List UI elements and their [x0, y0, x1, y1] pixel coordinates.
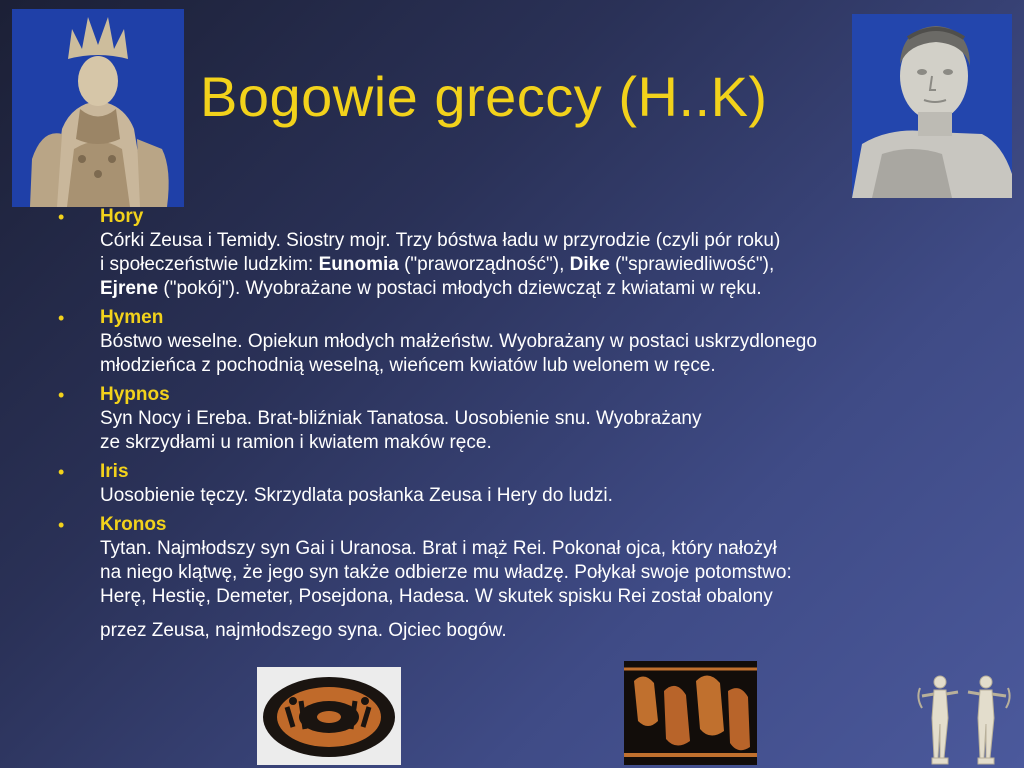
item-line [100, 277, 1008, 301]
item-line: Uosobienie tęczy. Skrzydlata posłanka Zeusa i Hery do ludzi. [100, 485, 613, 506]
list-item-iris [58, 460, 1008, 508]
bold-term-eunomia: Eunomia [318, 254, 399, 275]
slide-title: Bogowie greccy (H..K) [200, 65, 768, 128]
archer-figurines-image [912, 668, 1016, 766]
item-heading: Hypnos [100, 384, 170, 405]
item-line: Córki Zeusa i Temidy. Siostry mojr. Trzy bóstwa ładu w przyrodzie (czyli pór roku) [100, 230, 781, 251]
item-line [100, 253, 1008, 277]
item-line: Bóstwo weselne. Opiekun młodych małżeństw. Wyobrażany w postaci uskrzydlonego [100, 331, 817, 352]
bold-term-dike: Dike [569, 254, 610, 275]
text-span: i społeczeństwie ludzkim: [100, 254, 319, 275]
red-figure-vase-image [624, 661, 757, 765]
item-heading: Iris [100, 461, 129, 482]
item-line: Tytan. Najmłodszy syn Gai i Uranosa. Brat i mąż Rei. Pokonał ojca, który nałożył [100, 538, 777, 559]
list-item-hypnos [58, 383, 1008, 455]
item-line: Herę, Hestię, Demeter, Posejdona, Hadesa. W skutek spisku Rei został obalony [100, 586, 773, 607]
text-span: ("pokój"). Wyobrażane w postaci młodych dziewcząt z kwiatami w ręku. [158, 278, 762, 299]
item-line: Syn Nocy i Ereba. Brat-bliźniak Tanatosa. Uosobienie snu. Wyobrażany [100, 408, 702, 429]
text-span: ("sprawiedliwość"), [609, 254, 775, 275]
content-list [58, 205, 1008, 648]
bullet-icon: • [58, 207, 65, 227]
item-heading: Kronos [100, 514, 167, 535]
bullet-icon: • [58, 385, 65, 405]
athena-statue-image [12, 9, 184, 207]
item-line: młodzieńca z pochodnią weselną, wieńcem kwiatów lub welonem w ręce. [100, 355, 716, 376]
item-heading: Hymen [100, 307, 164, 328]
item-line: ze skrzydłami u ramion i kwiatem maków ręce. [100, 432, 492, 453]
red-figure-kylix-image [257, 667, 401, 765]
bullet-icon: • [58, 515, 65, 535]
bold-term-ejrene: Ejrene [100, 278, 159, 299]
apollo-statue-image [852, 14, 1012, 198]
list-item-hory [58, 205, 1008, 301]
list-item-hymen [58, 306, 1008, 378]
item-heading: Hory [100, 206, 144, 227]
item-line: przez Zeusa, najmłodszego syna. Ojciec bogów. [100, 620, 507, 641]
bullet-icon: • [58, 462, 65, 482]
item-line: na niego klątwę, że jego syn także odbierze mu władzę. Połykał swoje potomstwo: [100, 562, 792, 583]
text-span: ("praworządność"), [398, 254, 570, 275]
list-item-kronos [58, 513, 1008, 643]
bullet-icon: • [58, 308, 65, 328]
